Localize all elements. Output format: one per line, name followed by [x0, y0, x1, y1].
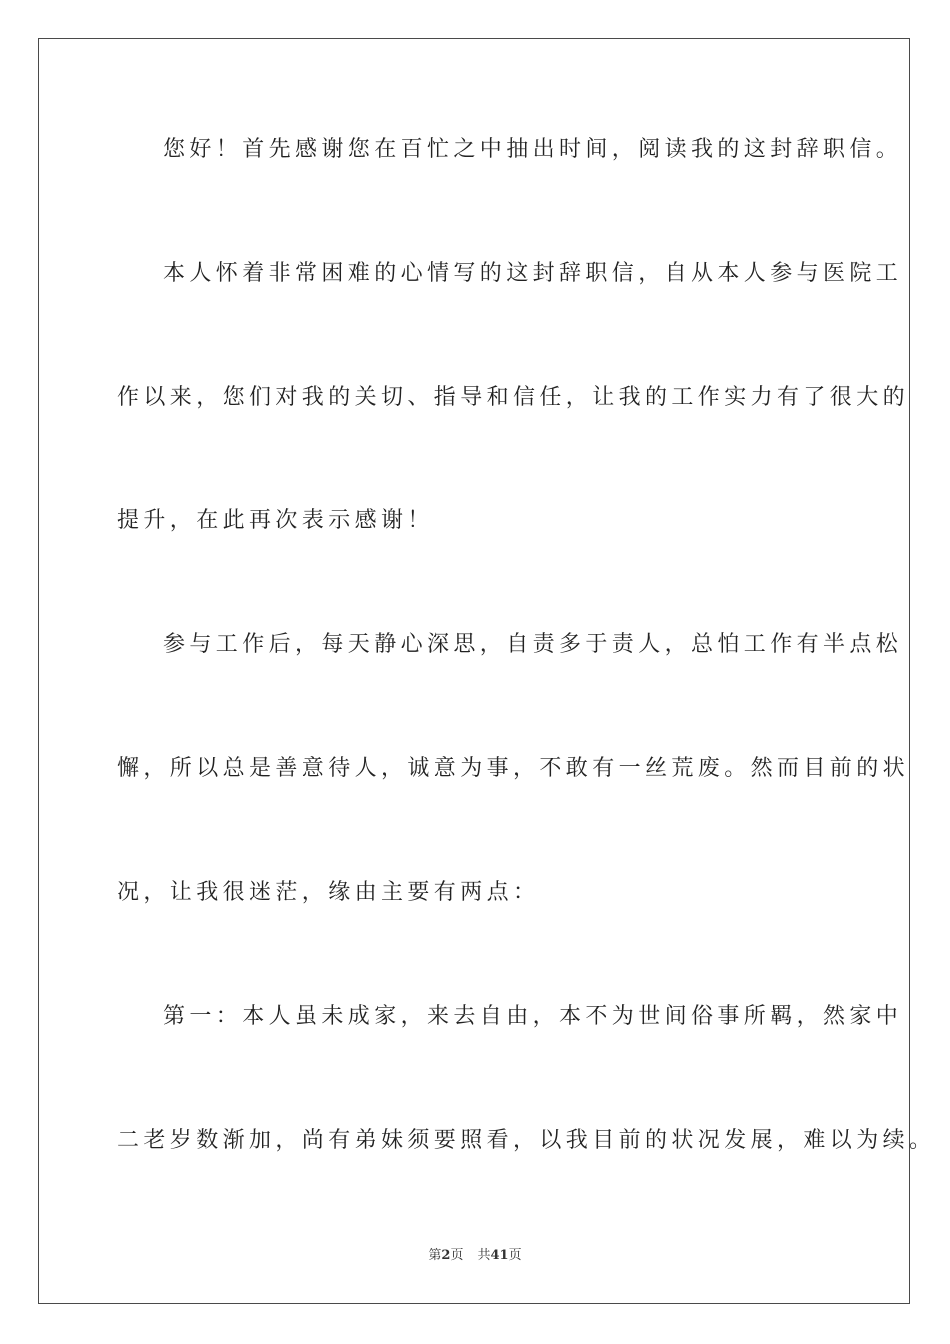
- text-line: 参与工作后，每天静心深思，自责多于责人，总怕工作有半点松: [163, 632, 903, 657]
- page-footer: [0, 1247, 950, 1265]
- text-line: 二老岁数渐加，尚有弟妹须要照看，以我目前的状况发展，难以为续。: [117, 1128, 936, 1153]
- page-border: [38, 38, 910, 1304]
- total-prefix: 共: [477, 1248, 491, 1263]
- total-pages: 41: [490, 1248, 509, 1263]
- text-line: 第一：本人虽未成家，来去自由，本不为世间俗事所羁，然家中: [163, 1004, 903, 1029]
- text-line: 本人怀着非常困难的心情写的这封辞职信，自从本人参与医院工: [163, 261, 903, 286]
- text-line: 作以来，您们对我的关切、指导和信任，让我的工作实力有了很大的: [117, 385, 910, 410]
- page-suffix: 页: [450, 1248, 464, 1263]
- page-prefix: 第: [428, 1248, 442, 1263]
- text-line: 您好！首先感谢您在百忙之中抽出时间，阅读我的这封辞职信。: [163, 137, 903, 162]
- text-line: 懈，所以总是善意待人，诚意为事，不敢有一丝荒废。然而目前的状: [117, 756, 910, 781]
- total-suffix: 页: [508, 1248, 522, 1263]
- text-line: 提升，在此再次表示感谢！: [117, 508, 434, 533]
- page-number: 2: [441, 1248, 451, 1263]
- text-line: 况，让我很迷茫，缘由主要有两点：: [117, 880, 540, 905]
